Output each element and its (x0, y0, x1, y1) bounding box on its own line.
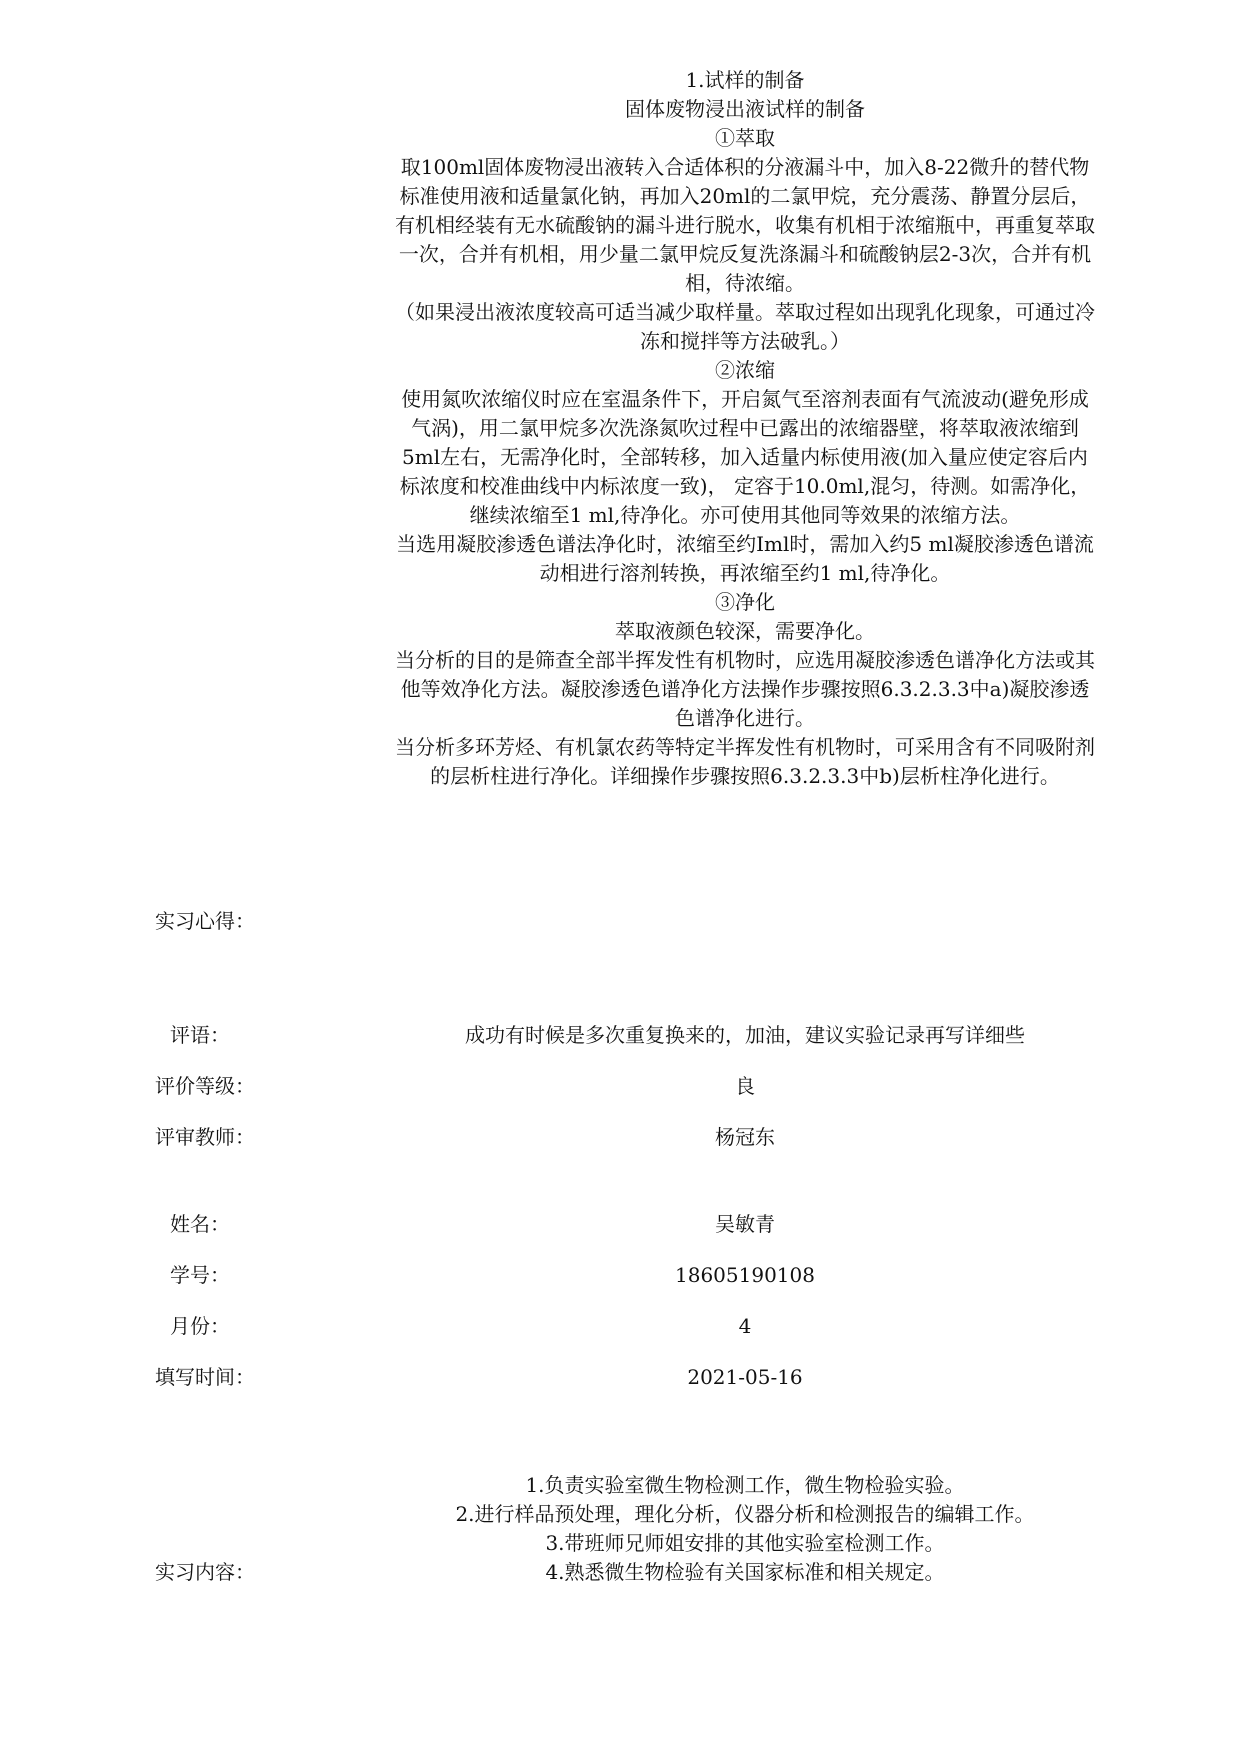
reviewer-value: 杨冠东 (715, 1125, 775, 1149)
comment-label: 评语： (170, 1023, 230, 1047)
notes-step-purification: ③净化 (715, 590, 775, 614)
content-item: 1.负责实验室微生物检测工作，微生物检验实验。 (525, 1473, 965, 1497)
notes-heading-1: 1.试样的制备 (685, 68, 805, 92)
content-item: 3.带班师兄师姐安排的其他实验室检测工作。 (545, 1531, 945, 1555)
internship-content-label: 实习内容： (155, 1560, 255, 1584)
fill-time-label: 填写时间： (155, 1365, 255, 1389)
reviewer-label: 评审教师： (155, 1125, 255, 1149)
notes-paragraph: 萃取液颜色较深，需要净化。 (615, 619, 875, 643)
month-label: 月份： (170, 1314, 230, 1338)
internship-notes-label: 实习心得： (155, 909, 255, 933)
content-item: 4.熟悉微生物检验有关国家标准和相关规定。 (545, 1560, 945, 1584)
notes-step-extraction: ①萃取 (715, 126, 775, 150)
internship-notes-content (395, 66, 1095, 791)
name-label: 姓名： (170, 1212, 230, 1236)
grade-label: 评价等级： (155, 1074, 255, 1098)
grade-value: 良 (735, 1074, 755, 1098)
content-item: 2.进行样品预处理，理化分析，仪器分析和检测报告的编辑工作。 (455, 1502, 1035, 1526)
student-id-value: 18605190108 (675, 1263, 815, 1287)
comment-value: 成功有时候是多次重复换来的，加油，建议实验记录再写详细些 (465, 1023, 1025, 1047)
fill-time-value: 2021-05-16 (687, 1365, 803, 1389)
name-value: 吴敏青 (715, 1212, 775, 1236)
internship-content-list (395, 1471, 1095, 1587)
month-value: 4 (738, 1314, 752, 1338)
notes-paragraph: （如果浸出液浓度较高可适当减少取样量。萃取过程如出现乳化现象，可通过冷冻和搅拌等方法破乳。） (395, 300, 1095, 353)
notes-heading-2: 固体废物浸出液试样的制备 (625, 97, 865, 121)
notes-paragraph: 使用氮吹浓缩仪时应在室温条件下，开启氮气至溶剂表面有气流波动(避免形成气涡)，用二氯甲烷多次洗涤氮吹过程中已露出的浓缩器壁，将萃取液浓缩到5ml左右，无需净化时，全部转移，加入适量内标使用液(加入量应使定容后内标浓度和校准曲线中内标浓度一致)， 定容于10.0ml,混匀，待测。如需净化，继续浓缩至1 ml,待净化。亦可使用其他同等效果的浓缩方法。 (399, 387, 1091, 527)
notes-paragraph: 取100ml固体废物浸出液转入合适体积的分液漏斗中，加入8-22微升的替代物标准使用液和适量氯化钠，再加入20ml的二氯甲烷，充分震荡、静置分层后，有机相经装有无水硫酸钠的漏斗进行脱水，收集有机相于浓缩瓶中，再重复萃取一次，合并有机相，用少量二氯甲烷反复洗涤漏斗和硫酸钠层2-3次，合并有机相，待浓缩。 (395, 155, 1095, 295)
notes-paragraph: 当分析多环芳烃、有机氯农药等特定半挥发性有机物时，可采用含有不同吸附剂的层析柱进行净化。详细操作步骤按照6.3.2.3.3中b)层析柱净化进行。 (395, 735, 1095, 788)
student-id-label: 学号： (170, 1263, 230, 1287)
notes-paragraph: 当分析的目的是筛查全部半挥发性有机物时，应选用凝胶渗透色谱净化方法或其他等效净化方法。凝胶渗透色谱净化方法操作步骤按照6.3.2.3.3中a)凝胶渗透色谱净化进行。 (395, 648, 1095, 730)
notes-step-concentration: ②浓缩 (715, 358, 775, 382)
notes-paragraph: 当选用凝胶渗透色谱法净化时，浓缩至约Iml时，需加入约5 ml凝胶渗透色谱流动相进行溶剂转换，再浓缩至约1 ml,待净化。 (396, 532, 1094, 585)
